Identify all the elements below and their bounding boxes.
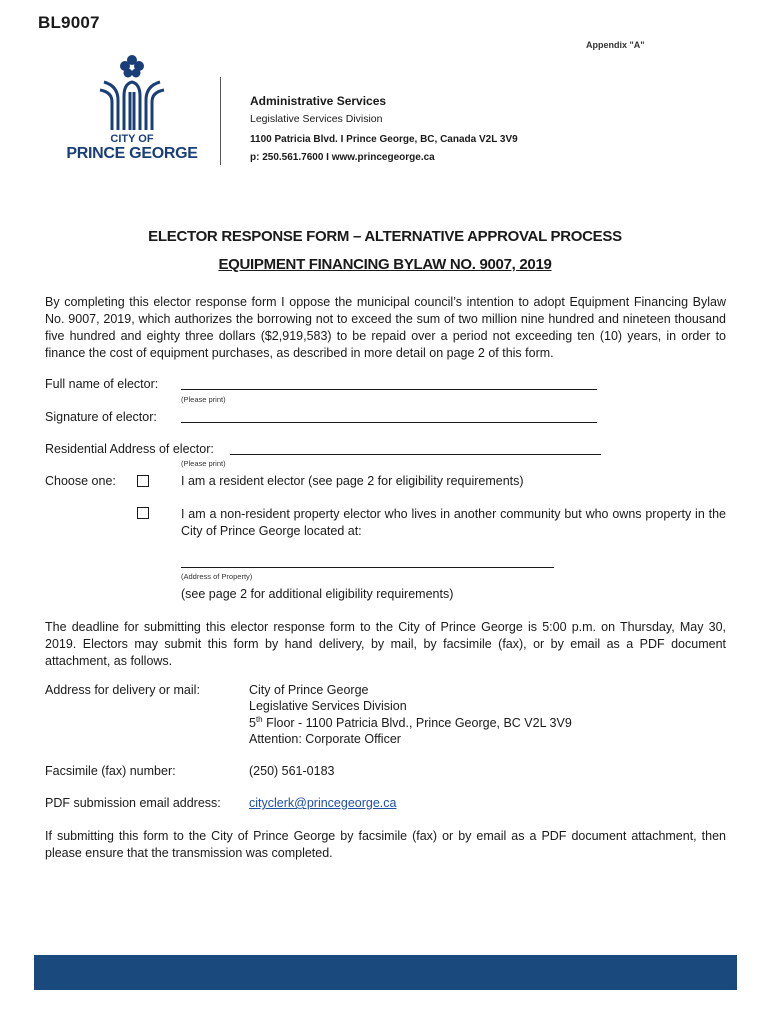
logo-city-name: PRINCE GEORGE	[66, 145, 198, 162]
property-address-hint: (Address of Property)	[181, 572, 253, 581]
signature-label: Signature of elector:	[45, 410, 157, 424]
mail-label: Address for delivery or mail:	[45, 683, 200, 697]
address-hint: (Please print)	[181, 459, 226, 468]
intro-paragraph	[45, 294, 726, 362]
email-link[interactable]: cityclerk@princegeorge.ca	[249, 796, 397, 810]
deadline-rest: Electors may submit this form by hand delivery, by mail, by facsimile (fax), or by email as a PDF document attachment, as follows.	[45, 637, 726, 668]
mail-line-3	[249, 715, 572, 730]
form-title: ELECTOR RESPONSE FORM – ALTERNATIVE APPROVAL PROCESS	[148, 228, 622, 245]
mail-floor: 5	[249, 716, 256, 731]
intro-bylaw-name: Equipment Financing Bylaw No. 9007, 2019	[45, 295, 726, 326]
resident-option-text: I am a resident elector	[181, 474, 309, 488]
header-department: Administrative Services	[250, 94, 387, 108]
non-resident-option-text: I am a non-resident property elector who lives in another community but who owns property in the City of Prince George located at:	[181, 507, 726, 538]
deadline-bold: The deadline for submitting this elector response form to the City of Prince George is 5:00 p.m. on Thursday, May 30, 2019.	[45, 620, 726, 651]
mail-line-1: City of Prince George	[249, 683, 369, 697]
header-divider	[220, 77, 221, 165]
fax-number: (250) 561-0183	[249, 764, 335, 778]
header-division: Legislative Services Division	[250, 113, 383, 125]
resident-option	[181, 474, 524, 488]
non-resident-checkbox[interactable]	[137, 507, 149, 519]
full-name-hint: (Please print)	[181, 395, 226, 404]
mail-line-3-rest: Floor - 1100 Patricia Blvd., Prince George, BC V2L 3V9	[262, 716, 572, 731]
property-address-field[interactable]	[181, 567, 554, 568]
address-field[interactable]	[230, 454, 601, 455]
full-name-field[interactable]	[181, 389, 597, 390]
logo-city-of-text: CITY OF	[110, 133, 154, 145]
choose-one-label: Choose one:	[45, 474, 116, 488]
resident-option-note: (see page 2 for eligibility requirements)	[308, 474, 524, 488]
header-contact: p: 250.561.7600 I www.princegeorge.ca	[250, 152, 435, 163]
deadline-paragraph	[45, 619, 726, 670]
mail-line-4: Attention: Corporate Officer	[249, 732, 401, 746]
footer-bar	[34, 955, 737, 990]
intro-text-2: , which authorizes the borrowing not to exceed the sum of two million nine hundred and nineteen thousand five hundred and eighty three dollars ($2,919,583) to be repaid over a period not exceeding ten (10) years, in order to finance the cost of equipment purchases, as described in more detail on page 2 of this form.	[45, 312, 726, 360]
closing-paragraph: If submitting this form to the City of Prince George by facsimile (fax) or by email as a PDF document attachment, then please ensure that the transmission was completed.	[45, 829, 726, 860]
non-resident-option-note: (see page 2 for additional eligibility requirements)	[181, 587, 454, 601]
intro-text-1: By completing this elector response form I oppose the municipal council’s intention to adopt	[45, 295, 570, 309]
mail-line-2: Legislative Services Division	[249, 699, 407, 713]
appendix-label: Appendix "A"	[586, 40, 645, 50]
form-subtitle: EQUIPMENT FINANCING BYLAW NO. 9007, 2019	[218, 256, 552, 273]
resident-checkbox[interactable]	[137, 475, 149, 487]
address-label: Residential Address of elector:	[45, 442, 214, 456]
email-label: PDF submission email address:	[45, 796, 221, 810]
header-address: 1100 Patricia Blvd. I Prince George, BC, Canada V2L 3V9	[250, 134, 518, 145]
mail-floor-suffix: th	[255, 715, 263, 724]
signature-field[interactable]	[181, 422, 597, 423]
document-id: BL9007	[38, 13, 100, 32]
fax-label: Facsimile (fax) number:	[45, 764, 176, 778]
full-name-label: Full name of elector:	[45, 377, 159, 391]
